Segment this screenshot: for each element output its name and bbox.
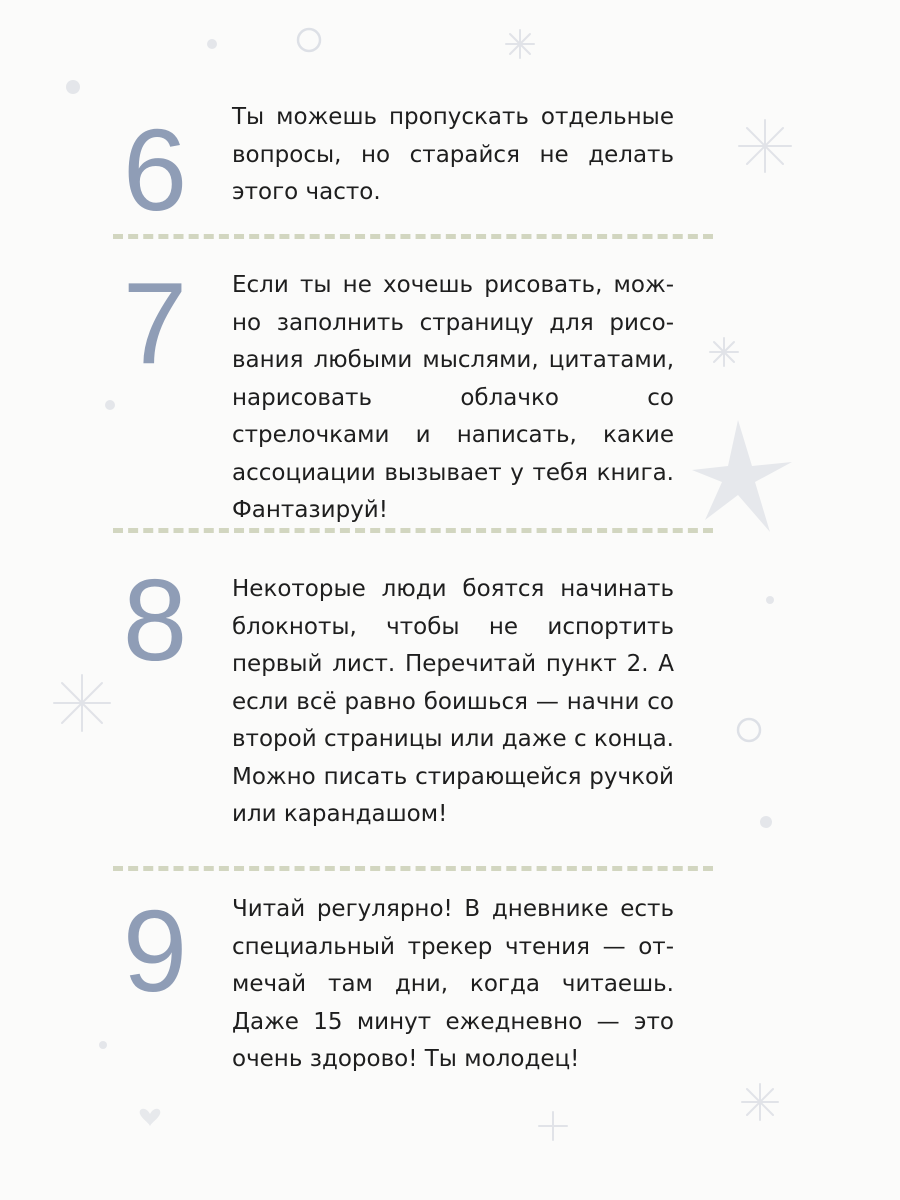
item-text: Некоторые люди боятся начинать блокноты, чтобы не испортить первый лист. Перечитай пункт 2. А если всё равно боишься — начни со второй страницы или даже с конца. Можно писать стирающейся ручкой или карандашом!: [232, 576, 674, 827]
dashed-divider: [113, 528, 713, 533]
sparkle-icon: [54, 675, 110, 731]
sparkle-icon: [739, 120, 791, 172]
circle-icon: [298, 29, 320, 51]
dot-icon: [207, 39, 217, 49]
sparkle-icon: [506, 30, 534, 58]
dot-icon: [99, 1041, 107, 1049]
sparkle-icon: [539, 1112, 567, 1140]
item-number: 6: [122, 105, 188, 235]
item-text: Читай регулярно! В дневнике есть специальный трекер чтения — отмечай там дни, когда читаешь. Даже 15 минут ежедневно — это очень здорово! Ты молодец!: [232, 896, 674, 1072]
item-text: Если ты не хочешь рисовать, можно заполнить страницу для рисования любыми мыслями, цитатами, нарисовать облачко со стрелочками и написать, какие ассоциации вызывает у тебя книга. Фантазируй!: [232, 272, 674, 523]
item-number: 8: [122, 555, 188, 685]
sparkle-icon: [710, 338, 738, 366]
dashed-divider: [113, 234, 713, 239]
dot-icon: [105, 400, 115, 410]
dashed-divider: [113, 866, 713, 871]
item-text: Ты можешь пропускать отдельные вопросы, но старайся не делать этого часто.: [232, 104, 674, 205]
item-number: 7: [122, 258, 188, 388]
dot-icon: [66, 80, 80, 94]
heart-icon: [140, 1109, 161, 1126]
dot-icon: [760, 816, 772, 828]
dot-icon: [766, 596, 774, 604]
circle-icon: [738, 719, 760, 741]
sparkle-icon: [742, 1084, 778, 1120]
item-number: 9: [122, 886, 188, 1016]
star-icon: [692, 420, 792, 532]
